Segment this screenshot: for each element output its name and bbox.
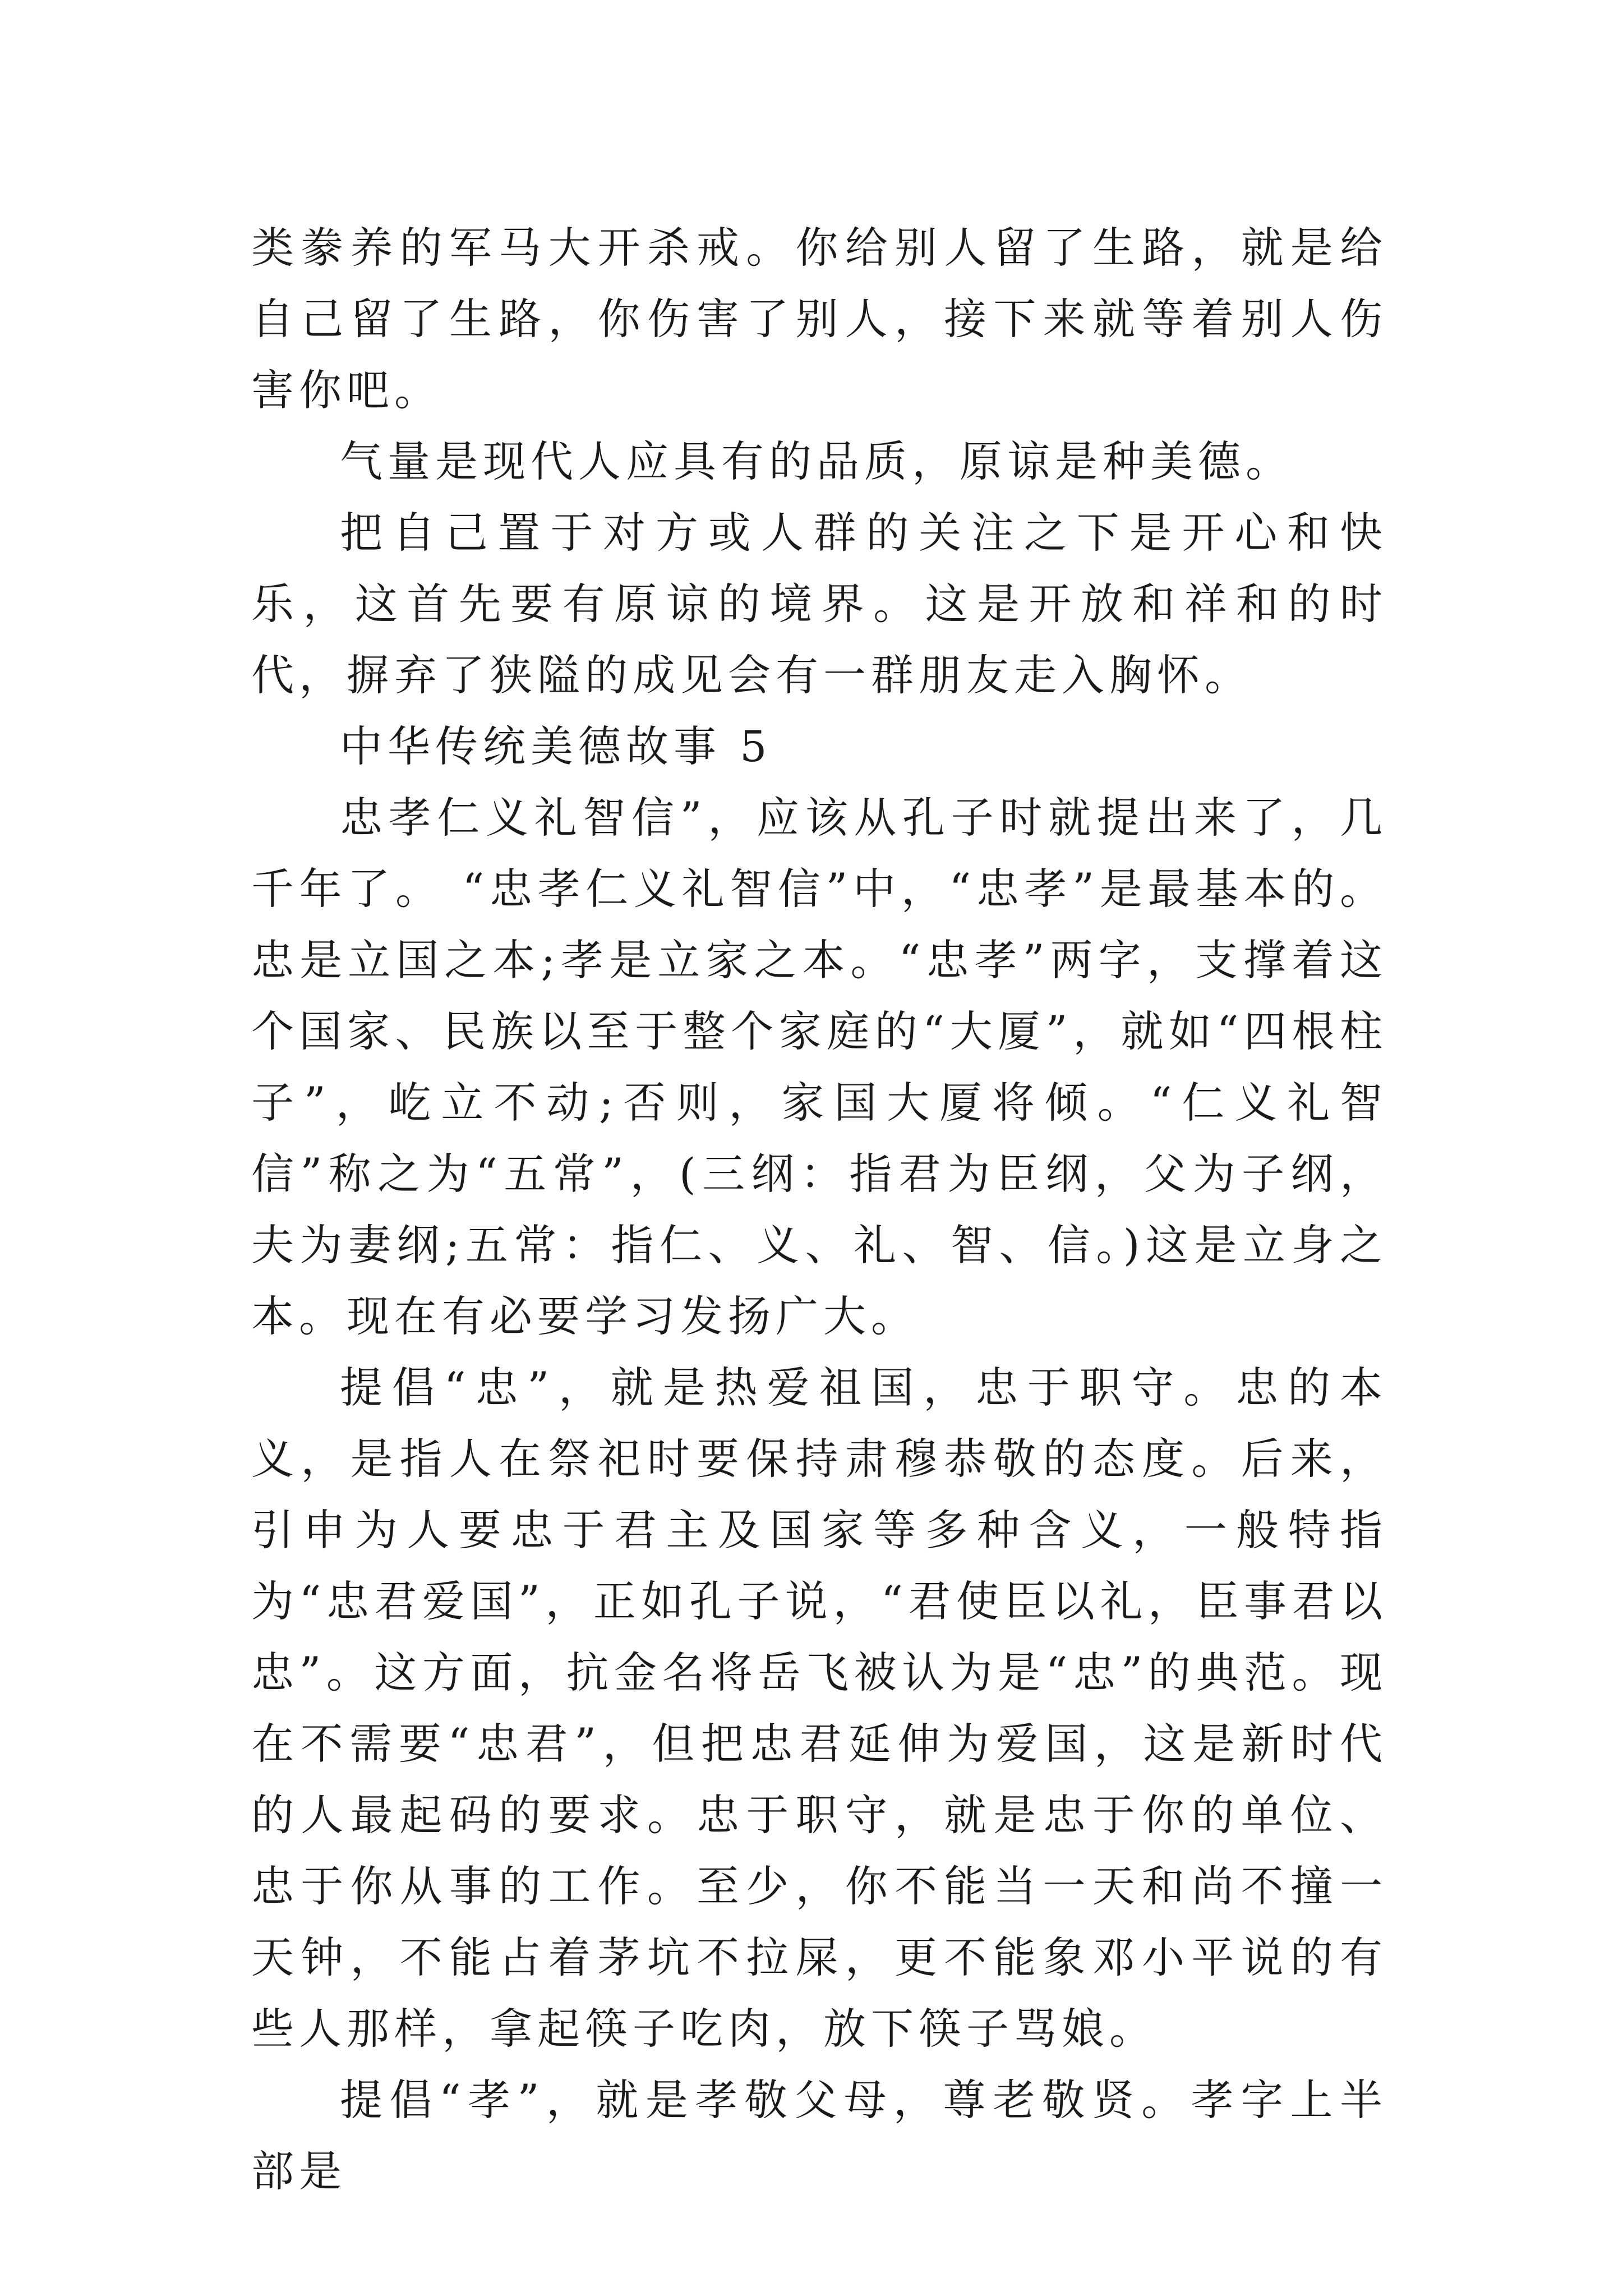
paragraph-continuation: 类豢养的军马大开杀戒。你给别人留了生路，就是给自己留了生路，你伤害了别人，接下来就等着别人伤害你吧。 xyxy=(251,223,1387,415)
paragraph-loyalty: 提倡“忠”，就是热爱祖国，忠于职守。忠的本义，是指人在祭祀时要保持肃穆恭敬的态度。后来，引申为人要忠于君主及国家等多种含义，一般特指为“忠君爱国”，正如孔子说，“君使臣以礼，臣事君以忠”。这方面，抗金名将岳飞被认为是“忠”的典范。现在不需要“忠君”，但把忠君延伸为爱国，这是新时代的人最起码的要求。忠于职守，就是忠于你的单位、忠于你从事的工作。至少，你不能当一天和尚不撞一天钟，不能占着茅坑不拉屎，更不能象邓小平说的有些人那样，拿起筷子吃肉，放下筷子骂娘。 xyxy=(251,1363,1387,2054)
paragraph-magnanimity: 气量是现代人应具有的品质，原谅是种美德。 xyxy=(340,436,1293,486)
paragraph-filial-piety: 提倡“孝”，就是孝敬父母，尊老敬贤。孝字上半部是 xyxy=(251,2075,1387,2196)
section-heading: 中华传统美德故事 5 xyxy=(340,721,772,771)
paragraph-forgiveness: 把自己置于对方或人群的关注之下是开心和快乐，这首先要有原谅的境界。这是开放和祥和的时代，摒弃了狭隘的成见会有一群朋友走入胸怀。 xyxy=(251,508,1387,700)
document-body xyxy=(251,212,1387,2207)
paragraph-virtues: 忠孝仁义礼智信”，应该从孔子时就提出来了，几千年了。 “忠孝仁义礼智信”中，“忠孝”是最基本的。忠是立国之本;孝是立家之本。“忠孝”两字，支撑着这个国家、民族以至于整个家庭的“大厦”，就如“四根柱子”，屹立不动;否则，家国大厦将倾。“仁义礼智信”称之为“五常”，(三纲：指君为臣纲，父为子纲，夫为妻纲;五常：指仁、义、礼、智、信。)这是立身之本。现在有必要学习发扬广大。 xyxy=(251,793,1387,1341)
